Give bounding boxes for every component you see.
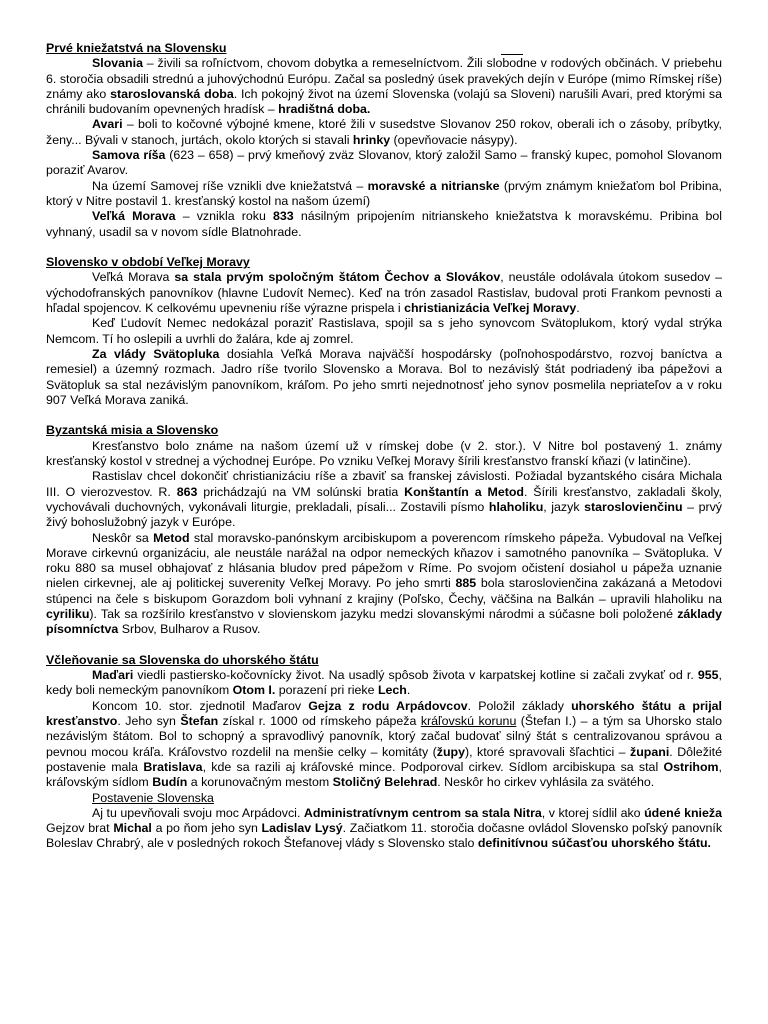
paragraph (46, 270, 722, 316)
text-run: stal moravsko-panónskym arcibiskupom a poverencom rímskeho pápeža. Vybudoval na Veľkej Morave cirkevnú organizáciu, ale neustále narážal na odpor nemeckých kňazov i samotného panovníka – Svätopluka. V roku 880 sa musel obhajovať z hlásania bludov pred pápežom v Ríme. Po svojom očistení dosiahol u pápeža uznanie nielen cirkevnej, ale aj politickej suverenity Veľkej Moravy. Po jeho smrti (46, 530, 722, 591)
bold-text: christianizácia Veľkej Moravy (404, 301, 577, 316)
bold-text: Veľká Morava (92, 209, 176, 224)
bold-text: Maďari (92, 668, 134, 683)
text-run: a korunovačným mestom (187, 775, 333, 790)
text-run: . Jeho syn (117, 714, 181, 729)
section-heading (46, 41, 722, 56)
text-run: získal r. 1000 od rímskeho pápeža (218, 714, 421, 729)
bold-text: základy písomníctva (46, 606, 722, 637)
bold-text: Ladislav Lysý (261, 821, 343, 836)
bold-text: cyriliku (46, 606, 90, 621)
text-run: ). Tak sa rozšírilo kresťanstvo v slovienskom jazyku medzi slovanskými národmi a súčasne boli položené (89, 606, 678, 621)
text-run: . Dôležité postavenie mala (46, 744, 722, 774)
blank-underline (501, 41, 523, 55)
bold-text: Ostrihom (663, 759, 719, 774)
text-run: Koncom 10. stor. zjednotil Maďarov (92, 698, 309, 713)
bold-text: staroslovanská doba (110, 86, 234, 101)
paragraph (46, 209, 722, 240)
paragraph (46, 347, 722, 408)
section (46, 423, 722, 637)
bold-text: Slovania (92, 56, 143, 71)
text-run: . Začiatkom 11. storočia dočasne ovládol Slovensko poľský panovník Boleslav Chrabrý, ale v posledných rokoch Štefanovej vlády s Slovensko stalo (46, 821, 723, 851)
section-heading (46, 255, 722, 270)
bold-text: Gejza z rodu Arpádovcov (308, 698, 468, 713)
paragraph (46, 668, 722, 699)
bold-text: Štefan (180, 714, 219, 729)
text-run: Keď Ľudovít Nemec nedokázal poraziť Rastislava, spojil sa s jeho synovcom Svätoplukom, ktorý vydal strýka Nemcom. Tí ho oslepili a uvrhli do žalára, kde aj zomrel. (46, 316, 722, 346)
paragraph (46, 439, 722, 470)
paragraph (46, 117, 722, 148)
text-run: Srbov, Bulharov a Rusov. (118, 622, 261, 637)
text-run: , v ktorej sídlil ako (541, 805, 645, 820)
bold-text: Budín (152, 775, 188, 790)
bold-text: Lech (377, 683, 407, 698)
text-run: (Štefan I.) – a tým sa Uhorsko stalo nezávislým štátom. Bol to schopný a spravodlivý panovník, ktorý začal budovať silný štát s centralizovanou správou a pevnou mocou kráľa. Kráľovstvo rozdelil na menšie celky – komitáty ( (46, 714, 723, 759)
bold-text: Konštantín a Metod (404, 484, 524, 499)
bold-text: uhorského štátu a prijal kresťanstvo (46, 698, 722, 729)
text-run: (623 – 658) – prvý kmeňový zväz Slovanov, ktorý založil Samo – franský kupec, pomohol Slovanom poraziť Avarov. (46, 148, 722, 178)
text-run: , kráľovským sídlom (46, 759, 722, 790)
bold-text: Stoličný Belehrad (332, 775, 438, 790)
paragraph (46, 699, 722, 791)
bold-text: 955 (697, 668, 719, 683)
subheading (46, 791, 722, 806)
text-run: . Položil základy (467, 698, 572, 713)
subheading-text: Postavenie Slovenska (92, 790, 214, 805)
text-run: ), ktoré spravovali šľachtici – (464, 744, 631, 759)
bold-text: Administratívnym centrom sa stala Nitra (303, 805, 542, 820)
section (46, 255, 722, 408)
section-heading (46, 653, 722, 668)
text-run: Rastislav chcel dokončiť christianizáciu ríše a zbaviť sa franskej závislosti. Požiadal byzantského cisára Michala III. O vierozvestov. R. (46, 469, 722, 499)
bold-text: hrinky (352, 132, 391, 147)
text-run: Neskôr sa (92, 530, 154, 545)
bold-text: definitívnou súčasťou uhorského štátu. (477, 836, 711, 851)
bold-text: 833 (273, 209, 294, 224)
text-run: . Ich pokojný život na území Slovenska (volajú sa Sloveni) narušili Avari, pred ktorými sa chránili budovaním opevnených hradísk – (46, 86, 723, 117)
section-heading-text: Slovensko v období Veľkej Moravy (46, 255, 250, 270)
bold-text: Michal (113, 821, 152, 836)
text-run: násilným pripojením nitrianskeho kniežatstva k moravskému. Pribina bol vyhnaný, usadil sa v novom sídle Blatnohrade. (46, 209, 723, 239)
bold-text: Metod (153, 530, 190, 545)
bold-text: 885 (455, 576, 477, 591)
paragraph (46, 469, 722, 530)
paragraph (46, 806, 722, 852)
text-run: . Neskôr ho cirkev vyhlásila za svätého. (437, 775, 655, 790)
document-page (46, 41, 722, 867)
section-heading (46, 423, 722, 438)
text-run: – prvý živý bohoslužobný jazyk v Európe. (46, 499, 722, 530)
section-heading-text: Prvé kniežatstvá na Slovensku (46, 41, 227, 55)
text-run: bola staroslovienčina zakázaná a Metodovi stúpenci na čele s biskupom Gorazdom boli vyhnaní z krajiny (Poľsko, Čechy, väčšina na Balkán – upravili hlaholiku na (46, 576, 722, 606)
text-run: prichádzajú na VM solúnski bratia (197, 484, 405, 499)
text-run: – boli to kočovné výbojné kmene, ktoré žili v susedstve Slovanov 250 rokov, oberali ich o zásoby, príbytky, ženy... Bývali v stanoch, jurtách, okolo ktorých si stavali (46, 117, 722, 147)
paragraph (46, 148, 722, 179)
section (46, 653, 722, 852)
bold-text: Bratislava (143, 759, 203, 774)
bold-text: Otom I. (232, 683, 276, 698)
bold-text: sa stala prvým spoločným štátom Čechov a Slovákov (174, 270, 501, 285)
text-run: Aj tu upevňovali svoju moc Arpádovci. (92, 805, 304, 820)
bold-text: moravské a nitrianske (367, 178, 500, 193)
paragraph (46, 531, 722, 638)
paragraph (46, 179, 722, 210)
text-run: , neustále odolávala útokom susedov – východofranských panovníkov (hlavne Ľudovít Nemec). Keď na trón zasadol Rastislav, budoval proti Frankom pevnosti a hľadal spojencov. K celkovému upevneniu ríše výrazne prispela i (46, 270, 722, 316)
text-run: Veľká Morava (92, 270, 175, 285)
paragraph (46, 316, 722, 347)
text-run: . (406, 683, 411, 698)
text-run: Kresťanstvo bolo známe na našom území už v rímskej dobe (v 2. stor.). V Nitre bol postavený 1. známy kresťanský kostol v strednej a východnej Európe. Po vzniku Veľkej Moravy šírili kresťanstvo franskí kňazi (v latinčine). (46, 438, 722, 469)
underlined-text: kráľovskú korunu (420, 714, 517, 729)
bold-text: Avari (92, 117, 123, 132)
text-run: , jazyk (543, 499, 585, 514)
bold-text: hlaholiku (488, 499, 544, 514)
section-heading-text: Byzantská misia a Slovensko (46, 423, 219, 438)
text-run: dosiahla Veľká Morava najväčší hospodársky (poľnohospodárstvo, rozvoj baníctva a remesiel) a územný rozmach. Jadro ríše tvorilo Slovensko a Morava. Bol to nezávislý štát podriadený iba pápežovi a Svätopluk sa stal nezávislým panovníkom, kráľom. Po jeho smrti nejednotnosť jeho synov posmelila nepriateľov a v roku 907 Veľká Morava zaniká. (46, 346, 722, 407)
section (46, 41, 722, 240)
text-run: , kedy boli nemeckým panovníkom (46, 668, 722, 698)
text-run: . (576, 301, 580, 316)
bold-text: hradištná doba. (278, 102, 371, 117)
text-run: porazení pri rieke (275, 683, 378, 698)
text-run: a po ňom jeho syn (151, 821, 262, 836)
bold-text: župani (630, 744, 670, 759)
section-heading-text: Včleňovanie sa Slovenska do uhorského štátu (46, 652, 319, 667)
bold-text: Samova ríša (92, 148, 166, 163)
bold-text: Za vlády Svätopluka (92, 346, 220, 361)
text-run: Na území Samovej ríše vznikli dve kniežatstvá – (92, 178, 368, 193)
bold-text: staroslovienčinu (584, 499, 683, 514)
bold-text: údené knieža (644, 805, 722, 820)
text-run: , kde sa razili aj kráľovské mince. Podporoval cirkev. Sídlom arcibiskupa sa stal (202, 759, 664, 774)
paragraph (46, 56, 722, 117)
text-run: viedli pastiersko-kočovnícky život. Na usadlý spôsob života v karpatskej kotline si začali zvykať od r. (133, 668, 698, 683)
text-run: Gejzov brat (46, 821, 114, 836)
text-run: – živili sa roľníctvom, chovom dobytka a remeselníctvom. Žili slobodne v rodových občinách. V priebehu 6. storočia obsadili strednú a juhovýchodnú Európu. Začal sa posledný úsek pravekých dejín v Európe (mimo Rímskej ríše) známy ako (46, 56, 722, 101)
bold-text: župy (436, 744, 465, 759)
text-run: (prvým známym kniežaťom bol Pribina, ktorý v Nitre postavil 1. kresťanský kostol na našom území) (46, 178, 722, 208)
bold-text: 863 (176, 484, 198, 499)
text-run: (opevňovacie násypy). (390, 132, 518, 147)
text-run: – vznikla roku (175, 209, 273, 224)
text-run: . Šírili kresťanstvo, zakladali školy, vychovávali duchovných, vykonávali liturgie, prekladali, písali... Zostavili písmo (46, 484, 722, 514)
